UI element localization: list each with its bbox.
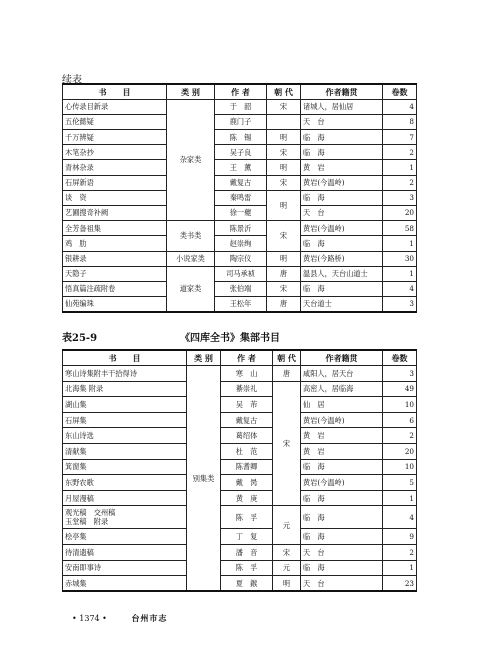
cell-category: 小说家类 (167, 251, 215, 266)
cell-author: 戴 昺 (221, 475, 273, 491)
table-row (63, 397, 417, 413)
table-row (63, 529, 417, 545)
cell-origin: 临 海 (301, 459, 383, 475)
cell-origin: 临 海 (301, 529, 383, 545)
header-category: 类 别 (187, 350, 221, 366)
header-volumes: 卷数 (383, 350, 417, 366)
cell-origin: 天台道士 (301, 297, 383, 312)
cell-volumes: 6 (383, 412, 417, 428)
table-continued (62, 83, 417, 313)
table-row (63, 560, 417, 576)
cell-volumes: 4 (383, 281, 417, 296)
cell-origin: 黄岩(今温岭) (301, 175, 383, 190)
continued-label: 续表 (62, 75, 82, 86)
cell-author: 鹿门子 (215, 114, 267, 129)
cell-title: 心传录目新录 (63, 99, 167, 114)
cell-dynasty: 宋 (267, 99, 301, 114)
cell-origin: 临 海 (301, 490, 383, 506)
cell-origin: 临 海 (301, 145, 383, 160)
cell-volumes: 9 (383, 529, 417, 545)
cell-volumes: 30 (383, 251, 417, 266)
cell-author: 夏 鍭 (221, 576, 273, 592)
cell-volumes: 1 (383, 236, 417, 251)
cell-volumes: 3 (383, 366, 417, 382)
cell-author: 陈耆卿 (221, 459, 273, 475)
cell-dynasty-merged: 明 (267, 190, 301, 220)
cell-dynasty: 明 (267, 130, 301, 145)
cell-title: 观光稿 交州稿 玉堂稿 附录 (63, 506, 187, 529)
page-number: • 1374 • (72, 614, 107, 623)
table-row (63, 145, 417, 160)
cell-author: 秦鸣雷 (215, 190, 267, 205)
cell-volumes: 8 (383, 114, 417, 129)
cell-volumes: 4 (383, 99, 417, 114)
cell-dynasty: 唐 (267, 297, 301, 312)
table-row (63, 190, 417, 205)
cell-title: 东野农歌 (63, 475, 187, 491)
cell-author: 戴复古 (221, 412, 273, 428)
table-row (63, 444, 417, 460)
cell-title: 青林杂录 (63, 160, 167, 175)
table-row (63, 266, 417, 281)
table-number: 表25-9 (62, 333, 98, 344)
cell-origin: 临 海 (301, 281, 383, 296)
table-jibu (62, 349, 417, 592)
cell-title: 鸡 肋 (63, 236, 167, 251)
cell-volumes: 10 (383, 397, 417, 413)
cell-dynasty-merged: 宋 (273, 381, 301, 506)
cell-title: 寒山诗集附丰干拾得诗 (63, 366, 187, 382)
cell-origin: 临 海 (301, 130, 383, 145)
cell-title: 木笔杂抄 (63, 145, 167, 160)
cell-title: 五伦懿疑 (63, 114, 167, 129)
header-origin: 作者籍贯 (301, 84, 383, 99)
cell-title: 石屏集 (63, 412, 187, 428)
cell-title: 待清遗稿 (63, 545, 187, 561)
cell-origin: 黄岩(今温岭) (301, 412, 383, 428)
cell-author: 杜 范 (221, 444, 273, 460)
cell-volumes: 1 (383, 160, 417, 175)
cell-origin: 黄岩(今温岭) (301, 475, 383, 491)
table-row (63, 506, 417, 529)
cell-origin: 咸阳人，居天台 (301, 366, 383, 382)
cell-author: 戴复古 (215, 175, 267, 190)
cell-title: 桧亭集 (63, 529, 187, 545)
cell-origin: 黄岩(今路桥) (301, 251, 383, 266)
header-title: 书 目 (63, 350, 187, 366)
cell-author: 张伯端 (215, 281, 267, 296)
cell-volumes: 20 (383, 206, 417, 221)
cell-dynasty: 宋 (273, 545, 301, 561)
cell-author: 陶宗仪 (215, 251, 267, 266)
cell-origin: 黄岩(今温岭) (301, 221, 383, 236)
cell-title: 东山诗选 (63, 428, 187, 444)
cell-title: 北海集 附录 (63, 381, 187, 397)
cell-origin: 高密人，居临海 (301, 381, 383, 397)
table-row (63, 236, 417, 251)
cell-category: 别集类 (187, 366, 221, 592)
cell-dynasty: 唐 (267, 266, 301, 281)
cell-author: 綦崇礼 (221, 381, 273, 397)
table-row (63, 475, 417, 491)
table-row (63, 459, 417, 475)
cell-title: 艺圃搜奇补阙 (63, 206, 167, 221)
cell-origin: 天 台 (301, 545, 383, 561)
cell-author: 陈景沂 (215, 221, 267, 236)
cell-author: 陈 孚 (221, 560, 273, 576)
cell-origin: 天 台 (301, 576, 383, 592)
header-author: 作 者 (215, 84, 267, 99)
cell-origin: 天 台 (301, 206, 383, 221)
cell-title: 仙苑编珠 (63, 297, 167, 312)
table-row (63, 366, 417, 382)
cell-title: 石屏新语 (63, 175, 167, 190)
cell-volumes: 1 (383, 266, 417, 281)
cell-author: 潘 音 (221, 545, 273, 561)
cell-volumes: 2 (383, 175, 417, 190)
cell-volumes: 49 (383, 381, 417, 397)
cell-title: 湖山集 (63, 397, 187, 413)
cell-author: 黄 庚 (221, 490, 273, 506)
cell-origin: 临 海 (301, 560, 383, 576)
cell-dynasty: 唐 (273, 366, 301, 382)
cell-title: 赤城集 (63, 576, 187, 592)
header-dynasty: 朝 代 (267, 84, 301, 99)
cell-dynasty: 明 (267, 251, 301, 266)
cell-author: 赵崇绚 (215, 236, 267, 251)
cell-volumes: 3 (383, 297, 417, 312)
cell-title: 全芳备祖集 (63, 221, 167, 236)
cell-volumes: 2 (383, 545, 417, 561)
cell-author: 王 薰 (215, 160, 267, 175)
cell-title: 月屋漫稿 (63, 490, 187, 506)
cell-author: 葛绍体 (221, 428, 273, 444)
cell-origin: 黄 岩 (301, 444, 383, 460)
cell-dynasty: 宋 (267, 145, 301, 160)
table-row (63, 576, 417, 592)
cell-volumes: 2 (383, 428, 417, 444)
table-row (63, 281, 417, 296)
cell-dynasty: 宋 (267, 281, 301, 296)
cell-title: 天隐子 (63, 266, 167, 281)
cell-volumes: 1 (383, 490, 417, 506)
header-volumes: 卷数 (383, 84, 417, 99)
table-row (63, 251, 417, 266)
cell-author: 丁 复 (221, 529, 273, 545)
table-row (63, 206, 417, 221)
table-row (63, 114, 417, 129)
cell-dynasty: 元 (273, 560, 301, 576)
cell-author: 吴 芾 (221, 397, 273, 413)
header-title: 书 目 (63, 84, 167, 99)
cell-category: 道家类 (167, 266, 215, 312)
cell-title: 谈 资 (63, 190, 167, 205)
header-category: 类 别 (167, 84, 215, 99)
cell-volumes: 7 (383, 130, 417, 145)
table-row (63, 490, 417, 506)
cell-category: 类书类 (167, 221, 215, 251)
cell-title: 银耕录 (63, 251, 167, 266)
cell-dynasty: 明 (273, 576, 301, 592)
cell-dynasty (267, 114, 301, 129)
cell-origin: 温县人，天台山道士 (301, 266, 383, 281)
cell-volumes: 23 (383, 576, 417, 592)
cell-origin: 临 海 (301, 506, 383, 529)
table-row (63, 160, 417, 175)
cell-title: 清献集 (63, 444, 187, 460)
cell-origin: 临 海 (301, 236, 383, 251)
cell-volumes: 1 (383, 560, 417, 576)
table-row (63, 175, 417, 190)
table-row (63, 381, 417, 397)
cell-volumes: 10 (383, 459, 417, 475)
table-row (63, 99, 417, 114)
cell-volumes: 4 (383, 506, 417, 529)
page-footer (72, 613, 167, 624)
table-header-row (63, 350, 417, 366)
table-row (63, 221, 417, 236)
cell-title: 安南即事诗 (63, 560, 187, 576)
cell-volumes: 58 (383, 221, 417, 236)
cell-dynasty-merged: 元 (273, 506, 301, 545)
cell-author: 徐一夔 (215, 206, 267, 221)
cell-category: 杂家类 (167, 99, 215, 221)
header-dynasty: 朝 代 (273, 350, 301, 366)
book-title: 台州市志 (131, 613, 168, 623)
cell-title: 千万辨疑 (63, 130, 167, 145)
cell-origin: 诸城人，居仙居 (301, 99, 383, 114)
cell-author: 陈 孚 (221, 506, 273, 529)
table-row (63, 130, 417, 145)
table-row (63, 428, 417, 444)
cell-author: 寒 山 (221, 366, 273, 382)
cell-origin: 仙 居 (301, 397, 383, 413)
cell-volumes: 5 (383, 475, 417, 491)
table-row (63, 545, 417, 561)
cell-origin: 临 海 (301, 190, 383, 205)
cell-dynasty-merged: 宋 (267, 221, 301, 251)
cell-author: 陈 锡 (215, 130, 267, 145)
table-title: 《四库全书》集部书目 (180, 333, 280, 344)
table-row (63, 297, 417, 312)
table-header-row (63, 84, 417, 99)
cell-title: 悟真篇注疏附卷 (63, 281, 167, 296)
cell-volumes: 2 (383, 145, 417, 160)
cell-volumes: 3 (383, 190, 417, 205)
table-row (63, 412, 417, 428)
cell-volumes: 20 (383, 444, 417, 460)
cell-origin: 天 台 (301, 114, 383, 129)
cell-author: 司马承祯 (215, 266, 267, 281)
cell-title: 箕窗集 (63, 459, 187, 475)
cell-dynasty: 明 (267, 160, 301, 175)
cell-author: 王松年 (215, 297, 267, 312)
cell-origin: 黄 岩 (301, 428, 383, 444)
cell-dynasty: 宋 (267, 175, 301, 190)
cell-author: 于 韶 (215, 99, 267, 114)
header-origin: 作者籍贯 (301, 350, 383, 366)
header-author: 作 者 (221, 350, 273, 366)
cell-author: 吴子良 (215, 145, 267, 160)
cell-origin: 黄 岩 (301, 160, 383, 175)
